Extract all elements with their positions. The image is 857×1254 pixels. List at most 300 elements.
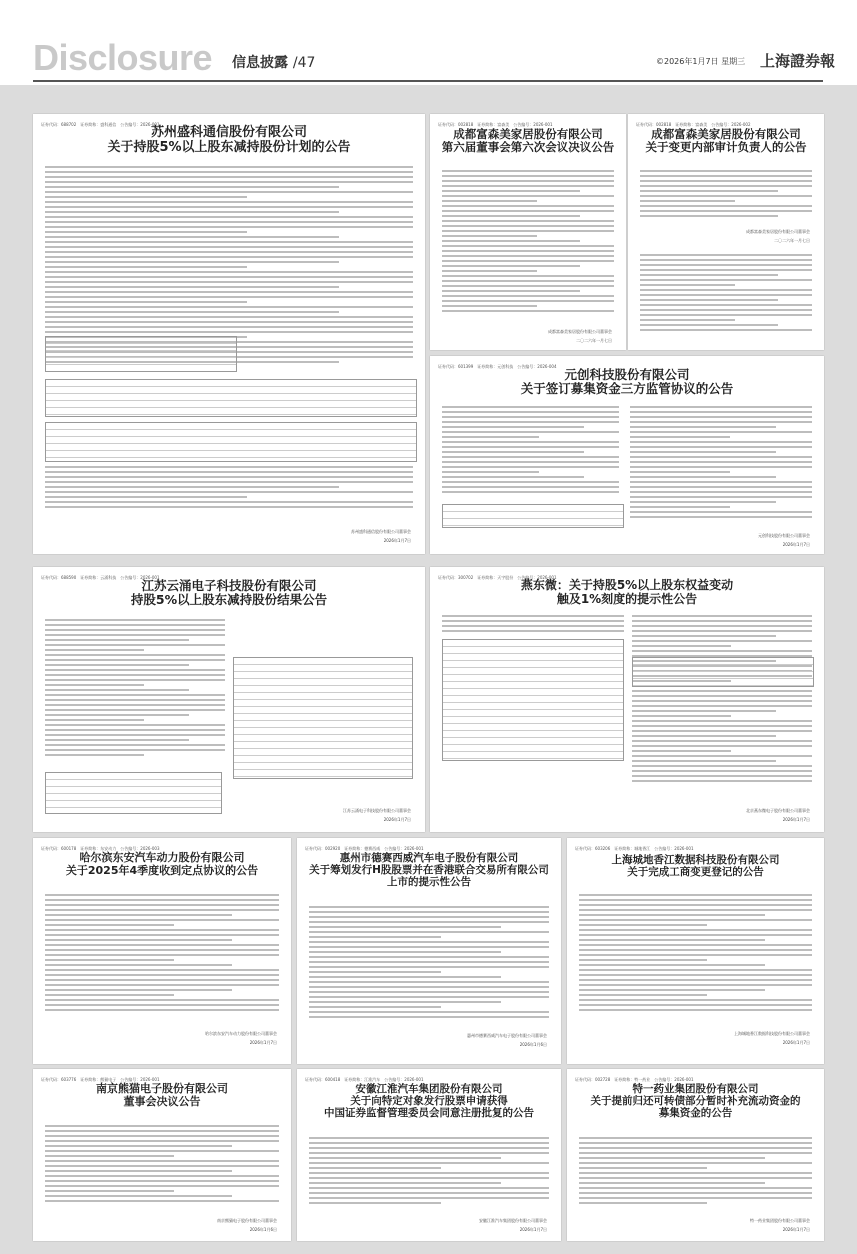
table-row [46, 801, 221, 808]
text-line [442, 295, 614, 297]
notice-date: 2026年1月7日 [782, 1040, 810, 1045]
text-line [632, 645, 731, 647]
text-line [45, 181, 413, 183]
text-line [45, 301, 247, 303]
text-line [45, 964, 232, 966]
notice-signer: 上海城地香江数据科技股份有限公司董事会 [734, 1031, 810, 1036]
text-line [640, 200, 735, 202]
table-row [234, 693, 412, 700]
text-line [45, 1130, 279, 1132]
text-line [45, 944, 279, 946]
text-line [45, 709, 225, 711]
text-line [630, 441, 812, 443]
text-line [45, 1180, 279, 1182]
text-line [442, 620, 624, 622]
table-row [443, 682, 623, 689]
notice-title [43, 1083, 281, 1108]
text-line [640, 259, 812, 261]
text-line [45, 271, 413, 273]
text-line [309, 971, 441, 973]
table-row [46, 423, 416, 430]
notice-signature [351, 526, 411, 544]
text-line [309, 1001, 501, 1003]
text-line [442, 471, 539, 473]
text-line [640, 309, 812, 311]
text-line [632, 775, 812, 777]
text-line [630, 471, 730, 473]
text-line [45, 924, 174, 926]
text-line [640, 190, 778, 192]
text-line [632, 705, 812, 707]
table-row [46, 773, 221, 780]
text-line [45, 276, 413, 278]
text-line [579, 944, 812, 946]
text-line [45, 266, 247, 268]
text-line [579, 989, 765, 991]
table-row [234, 672, 412, 679]
text-line [309, 1157, 501, 1159]
text-line [640, 185, 812, 187]
text-line [45, 316, 413, 318]
text-line [579, 1177, 812, 1179]
table-row [443, 710, 623, 717]
notice-table [45, 336, 237, 372]
text-line [442, 215, 580, 217]
table-row [46, 437, 416, 444]
text-line [442, 615, 624, 617]
text-line [442, 270, 537, 272]
text-line [630, 486, 812, 488]
text-line [45, 1185, 279, 1187]
text-line [442, 300, 614, 302]
text-line [632, 765, 812, 767]
text-line [45, 904, 279, 906]
notice-signer: 江苏云涌电子科技股份有限公司董事会 [343, 808, 411, 813]
text-line [45, 624, 225, 626]
text-line [45, 919, 279, 921]
text-line [632, 710, 776, 712]
notice-title-line: 关于完成工商变更登记的公告 [627, 866, 764, 879]
text-line [579, 1162, 812, 1164]
notice-card [33, 114, 425, 554]
text-line [45, 939, 232, 941]
text-line [630, 516, 812, 518]
text-line [45, 466, 413, 468]
notice-title-line: 惠州市德赛西威汽车电子股份有限公司 [339, 852, 519, 864]
table-row [46, 794, 221, 801]
notice-meta: 证券代码：002728 证券简称：特一药业 公告编号：2026-001 [575, 1077, 694, 1082]
text-line [640, 329, 812, 331]
header-rule [33, 80, 823, 82]
notice-title-line: 特一药业集团股份有限公司 [632, 1083, 759, 1095]
text-line [309, 916, 549, 918]
text-line [309, 1167, 441, 1169]
text-line [579, 964, 765, 966]
text-line [45, 171, 413, 173]
text-line [442, 630, 624, 632]
notice-signer: 苏州盛科通信股份有限公司董事会 [351, 529, 411, 534]
text-line [442, 406, 619, 408]
notice-title-line: 关于向特定对象发行股票申请获得 [350, 1095, 508, 1108]
text-line [309, 1006, 441, 1008]
text-line [442, 250, 614, 252]
text-line [45, 634, 225, 636]
text-line [640, 304, 812, 306]
text-line [630, 476, 776, 478]
text-line [309, 911, 549, 913]
text-line [309, 1177, 549, 1179]
notice-body [45, 619, 225, 769]
notice-signer: 特一药业集团股份有限公司董事会 [750, 1218, 810, 1223]
text-line [442, 481, 619, 483]
text-line [442, 235, 537, 237]
table-row [443, 738, 623, 745]
text-line [309, 1011, 549, 1013]
text-line [442, 180, 614, 182]
text-line [45, 1004, 279, 1006]
notice-title-line: 中国证券监督管理委员会同意注册批复的公告 [324, 1107, 534, 1120]
table-row [46, 344, 236, 351]
notice-table [45, 422, 417, 462]
text-line [45, 1140, 279, 1142]
notice-table [632, 657, 814, 687]
text-line [640, 274, 778, 276]
notice-title-line: 安徽江淮汽车集团股份有限公司 [355, 1083, 503, 1095]
notice-body [579, 1137, 812, 1209]
notice-table [442, 639, 624, 761]
table-row [46, 358, 236, 365]
text-line [632, 780, 812, 782]
table-row [443, 654, 623, 661]
notice-card [297, 1069, 561, 1241]
text-line [45, 619, 225, 621]
table-row [443, 505, 623, 512]
table-row [46, 394, 416, 401]
text-line [45, 1175, 279, 1177]
notice-title [577, 854, 814, 878]
text-line [579, 1157, 765, 1159]
table-row [234, 735, 412, 742]
text-line [442, 175, 614, 177]
notice-date: 2026年1月7日 [383, 538, 411, 543]
table-row [46, 787, 221, 794]
text-line [632, 755, 812, 757]
notice-meta: 证券代码：002818 证券简称：富森美 公告编号：2026-002 [636, 122, 751, 127]
notice-body [309, 1137, 549, 1209]
text-line [630, 416, 812, 418]
text-line [579, 924, 707, 926]
text-line [640, 319, 735, 321]
text-line [630, 496, 812, 498]
text-line [442, 451, 584, 453]
text-line [45, 1190, 174, 1192]
notice-title [43, 579, 415, 608]
table-row [443, 752, 623, 759]
notice-signature [746, 226, 810, 244]
text-line [442, 230, 614, 232]
table-row [46, 430, 416, 437]
text-line [630, 451, 776, 453]
notice-body [45, 1125, 279, 1210]
text-line [309, 931, 549, 933]
text-line [45, 744, 225, 746]
text-line [632, 715, 731, 717]
text-line [579, 1009, 812, 1011]
text-line [579, 1172, 812, 1174]
text-line [45, 226, 413, 228]
notice-meta: 证券代码：688702 证券简称：盛科通信 公告编号：2026-001 [41, 122, 160, 127]
table-row [633, 679, 813, 686]
table-row [46, 408, 416, 415]
table-row [46, 451, 416, 458]
text-line [45, 166, 413, 168]
text-line [579, 949, 812, 951]
notice-signer: 成都富森美家居股份有限公司董事会 [548, 329, 612, 334]
table-row [234, 763, 412, 770]
text-line [45, 984, 279, 986]
text-line [442, 255, 614, 257]
text-line [45, 749, 225, 751]
text-line [579, 974, 812, 976]
text-line [309, 1182, 501, 1184]
notice-title [43, 852, 281, 877]
text-line [45, 969, 279, 971]
text-line [45, 1135, 279, 1137]
text-line [579, 1142, 812, 1144]
issue-date: ©2026年1月7日 星期三 [656, 57, 746, 66]
text-line [45, 1150, 279, 1152]
table-row [443, 661, 623, 668]
table-row [234, 658, 412, 665]
notice-title-line: 第六届董事会第六次会议决议公告 [441, 140, 615, 155]
notice-signer: 惠州市德赛西威汽车电子股份有限公司董事会 [467, 1033, 547, 1038]
text-line [632, 770, 812, 772]
text-line [579, 919, 812, 921]
text-line [45, 231, 247, 233]
text-line [442, 421, 619, 423]
notice-title [307, 852, 551, 888]
text-line [45, 501, 413, 503]
notice-meta: 证券代码：603776 证券简称：熊猫电子 公告编号：2026-001 [41, 1077, 160, 1082]
text-line [309, 986, 549, 988]
text-line [309, 926, 501, 928]
text-line [45, 486, 339, 488]
table-row [234, 714, 412, 721]
text-line [442, 411, 619, 413]
notice-table [45, 379, 417, 417]
text-line [309, 1152, 549, 1154]
text-line [442, 416, 619, 418]
text-line [630, 501, 776, 503]
notice-table [45, 772, 222, 814]
text-line [309, 976, 501, 978]
text-line [45, 481, 413, 483]
text-line [630, 411, 812, 413]
text-line [45, 979, 279, 981]
text-line [45, 714, 189, 716]
text-line [45, 471, 413, 473]
notice-title-line: 关于签订募集资金三方监管协议的公告 [520, 381, 734, 397]
text-line [45, 719, 144, 721]
notice-title-line: 南京熊猫电子股份有限公司 [96, 1082, 228, 1095]
table-row [234, 742, 412, 749]
text-line [309, 951, 501, 953]
text-line [309, 991, 549, 993]
notice-signer: 南京熊猫电子股份有限公司董事会 [217, 1218, 277, 1223]
text-line [45, 1195, 232, 1197]
section-name: 信息披露 [232, 55, 288, 71]
notice-signature [734, 1028, 810, 1046]
notice-body [45, 894, 279, 1019]
text-line [632, 750, 731, 752]
text-line [640, 210, 812, 212]
text-line [442, 275, 614, 277]
text-line [45, 989, 232, 991]
table-row [443, 668, 623, 675]
notice-meta: 证券代码：002818 证券简称：富森美 公告编号：2026-001 [438, 122, 553, 127]
notice-card [567, 838, 824, 1064]
text-line [442, 625, 624, 627]
table-row [443, 689, 623, 696]
text-line [630, 446, 812, 448]
text-line [630, 481, 812, 483]
notice-title-line: 江苏云涌电子科技股份有限公司 [141, 578, 317, 593]
notice-card [33, 838, 291, 1064]
table-row [234, 707, 412, 714]
text-line [579, 1182, 765, 1184]
text-line [442, 170, 614, 172]
text-line [632, 740, 812, 742]
table-row [443, 519, 623, 526]
notice-title [440, 128, 616, 154]
notice-date: 2026年1月7日 [782, 817, 810, 822]
text-line [579, 984, 812, 986]
notice-date: 2026年1月7日 [782, 1227, 810, 1232]
text-line [45, 639, 189, 641]
table-row [46, 351, 236, 358]
notice-title [307, 1083, 551, 1119]
notice-body [309, 906, 549, 1026]
notice-signature [343, 805, 411, 823]
text-line [45, 909, 279, 911]
text-line [442, 491, 619, 493]
text-line [579, 1147, 812, 1149]
notice-signer: 哈尔滨东安汽车动力股份有限公司董事会 [205, 1031, 277, 1036]
text-line [632, 720, 812, 722]
table-row [443, 703, 623, 710]
table-row [46, 401, 416, 408]
text-line [309, 961, 549, 963]
text-line [579, 994, 707, 996]
text-line [630, 436, 730, 438]
notice-body [579, 894, 812, 1019]
text-line [45, 191, 413, 193]
section-title [232, 52, 315, 72]
notice-signer: 安徽江淮汽车集团股份有限公司董事会 [479, 1218, 547, 1223]
text-line [442, 436, 539, 438]
notice-card [33, 567, 425, 832]
text-line [442, 280, 614, 282]
text-line [45, 1125, 279, 1127]
text-line [45, 999, 279, 1001]
notice-body [45, 466, 413, 516]
table-row [46, 780, 221, 787]
text-line [45, 321, 413, 323]
text-line [579, 999, 812, 1001]
table-row [443, 724, 623, 731]
text-line [640, 264, 812, 266]
notice-title-line: 元创科技股份有限公司 [564, 367, 690, 382]
text-line [309, 946, 549, 948]
text-line [632, 625, 812, 627]
table-row [234, 721, 412, 728]
text-line [442, 310, 614, 312]
text-line [442, 305, 537, 307]
table-row [633, 672, 813, 679]
text-line [579, 904, 812, 906]
notice-date: 2026年1月7日 [383, 817, 411, 822]
text-line [45, 281, 413, 283]
text-line [632, 630, 812, 632]
notice-body [640, 254, 812, 339]
table-row [443, 640, 623, 647]
table-row [46, 444, 416, 451]
text-line [442, 466, 619, 468]
text-line [45, 694, 225, 696]
text-line [45, 674, 225, 676]
text-line [442, 190, 580, 192]
notice-meta: 证券代码：603206 证券简称：城地香江 公告编号：2026-001 [575, 846, 694, 851]
text-line [45, 206, 413, 208]
notice-meta: 证券代码：601399 证券简称：元创科技 公告编号：2026-004 [438, 364, 557, 369]
table-row [46, 337, 236, 344]
text-line [442, 245, 614, 247]
text-line [640, 294, 812, 296]
notice-title-line: 燕东微：关于持股5%以上股东权益变动 [520, 578, 734, 592]
text-line [309, 1137, 549, 1139]
notice-date: 2026年1月6日 [249, 1227, 277, 1232]
text-line [640, 284, 735, 286]
text-line [632, 640, 812, 642]
newspaper-name: 上海證券報 [760, 52, 836, 70]
notice-signature [548, 326, 612, 344]
text-line [640, 215, 778, 217]
text-line [45, 506, 413, 508]
text-line [632, 735, 776, 737]
text-line [45, 654, 225, 656]
notice-table [442, 504, 624, 528]
notice-title [440, 579, 814, 607]
text-line [45, 251, 413, 253]
text-line [45, 684, 144, 686]
text-line [45, 186, 339, 188]
text-line [632, 690, 812, 692]
text-line [442, 195, 614, 197]
text-line [45, 679, 225, 681]
text-line [442, 426, 584, 428]
text-line [45, 216, 413, 218]
text-line [45, 894, 279, 896]
text-line [640, 279, 812, 281]
text-line [45, 629, 225, 631]
notice-title-line: 关于变更内部审计负责人的公告 [645, 140, 807, 155]
table-row [443, 647, 623, 654]
text-line [442, 260, 614, 262]
notice-signer: 成都富森美家居股份有限公司董事会 [746, 229, 810, 234]
text-line [579, 934, 812, 936]
text-line [632, 725, 812, 727]
text-line [630, 431, 812, 433]
